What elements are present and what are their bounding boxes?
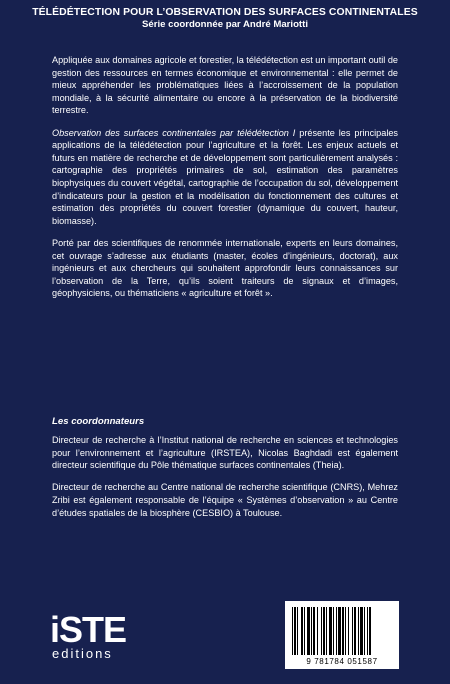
series-subtitle: Série coordonnée par André Mariotti <box>142 19 308 30</box>
barcode-stripe <box>323 607 325 655</box>
book-title: Observation des surfaces continentales par télédétection I <box>52 127 296 138</box>
barcode-stripe <box>342 607 344 655</box>
barcode-stripe <box>352 607 353 655</box>
paragraph-book <box>52 127 398 228</box>
barcode-stripe <box>354 607 356 655</box>
coordinator-zribi: Directeur de recherche au Centre national de recherche scientifique (CNRS), Mehrez Zribi est également responsable de l’équipe « Systèmes d’observation » au Centre d’études spatiales de la biosphère (CESBIO) à Toulouse. <box>52 482 398 518</box>
barcode-stripe <box>321 607 322 655</box>
barcode-bars <box>292 607 392 655</box>
barcode-stripe <box>329 607 332 655</box>
barcode-stripe <box>292 607 293 655</box>
barcode-stripe <box>369 607 371 655</box>
barcode-stripe <box>367 607 368 655</box>
barcode-stripe <box>297 607 298 655</box>
paragraph-intro: Appliquée aux domaines agricole et forestier, la télédétection est un important outil de gestion des ressources en termes économique et environnemental : elle permet de mieux appréhender les problématiques liées à l’accroissement de la population mondiale, à la sécurité alimentaire ou encore à la préservation de la biodiversité terrestre. <box>52 55 398 116</box>
barcode-stripe <box>345 607 346 655</box>
barcode-stripe <box>304 607 305 655</box>
barcode-stripe <box>307 607 310 655</box>
barcode-stripe <box>311 607 312 655</box>
barcode-stripe <box>336 607 337 655</box>
barcode-stripe <box>326 607 327 655</box>
barcode-stripe <box>313 607 315 655</box>
barcode-stripe <box>294 607 296 655</box>
paragraph-book-text: présente les principales applications de la télédétection pour l’agriculture et la forêt. Les enjeux actuels et futurs en matière de recherche et de développement sont particulièrement analysés : cartographie des propriétés primaires de sol, estimation des paramètres biophysiques du couvert végétal, cartographie de l’occupation du sol, développement d’indicateurs pour la gestion et la modélisation du fonctionnement des cultures et estimation des propriétés du couvert forestier (dynamique du couvert, hauteur, biomasse). <box>52 127 398 226</box>
description-text <box>52 54 398 309</box>
paragraph-audience: Porté par des scientifiques de renommée internationale, experts en leurs domaines, cet ouvrage s’adresse aux étudiants (master, écoles d’ingénieurs, doctorat), aux ingénieurs et aux chercheurs qui souhaitent approfondir leurs connaissances sur l’observation de la Terre, qu’ils soient traiteurs de signaux et d’images, géophysiciens, ou thématiciens « agriculture et forêt ». <box>52 237 398 299</box>
barcode-number: 9 781784 051587 <box>306 657 378 666</box>
barcode-stripe <box>301 607 303 655</box>
logo-wordmark: iSTE <box>50 609 127 650</box>
logo-subtext: editions <box>52 646 113 661</box>
barcode-stripe <box>317 607 318 655</box>
series-title: TÉLÉDÉTECTION POUR L’OBSERVATION DES SURFACES CONTINENTALES <box>32 7 418 18</box>
publisher-logo <box>50 609 160 664</box>
barcode-stripe <box>338 607 341 655</box>
coordinators-heading: Les coordonnateurs <box>52 416 145 427</box>
barcode-stripe <box>348 607 349 655</box>
coordinator-baghdadi: Directeur de recherche à l’Institut national de recherche en sciences et technologies pour l’environnement et l’agriculture (IRSTEA), Nicolas Baghdadi est également directeur scientifique du Pôle thématique surfaces continentales (Theia). <box>52 435 398 471</box>
coordinators-text <box>52 434 398 529</box>
barcode <box>285 601 399 669</box>
series-header <box>0 6 450 31</box>
barcode-stripe <box>360 607 363 655</box>
barcode-stripe <box>358 607 359 655</box>
barcode-stripe <box>333 607 334 655</box>
barcode-stripe <box>364 607 365 655</box>
